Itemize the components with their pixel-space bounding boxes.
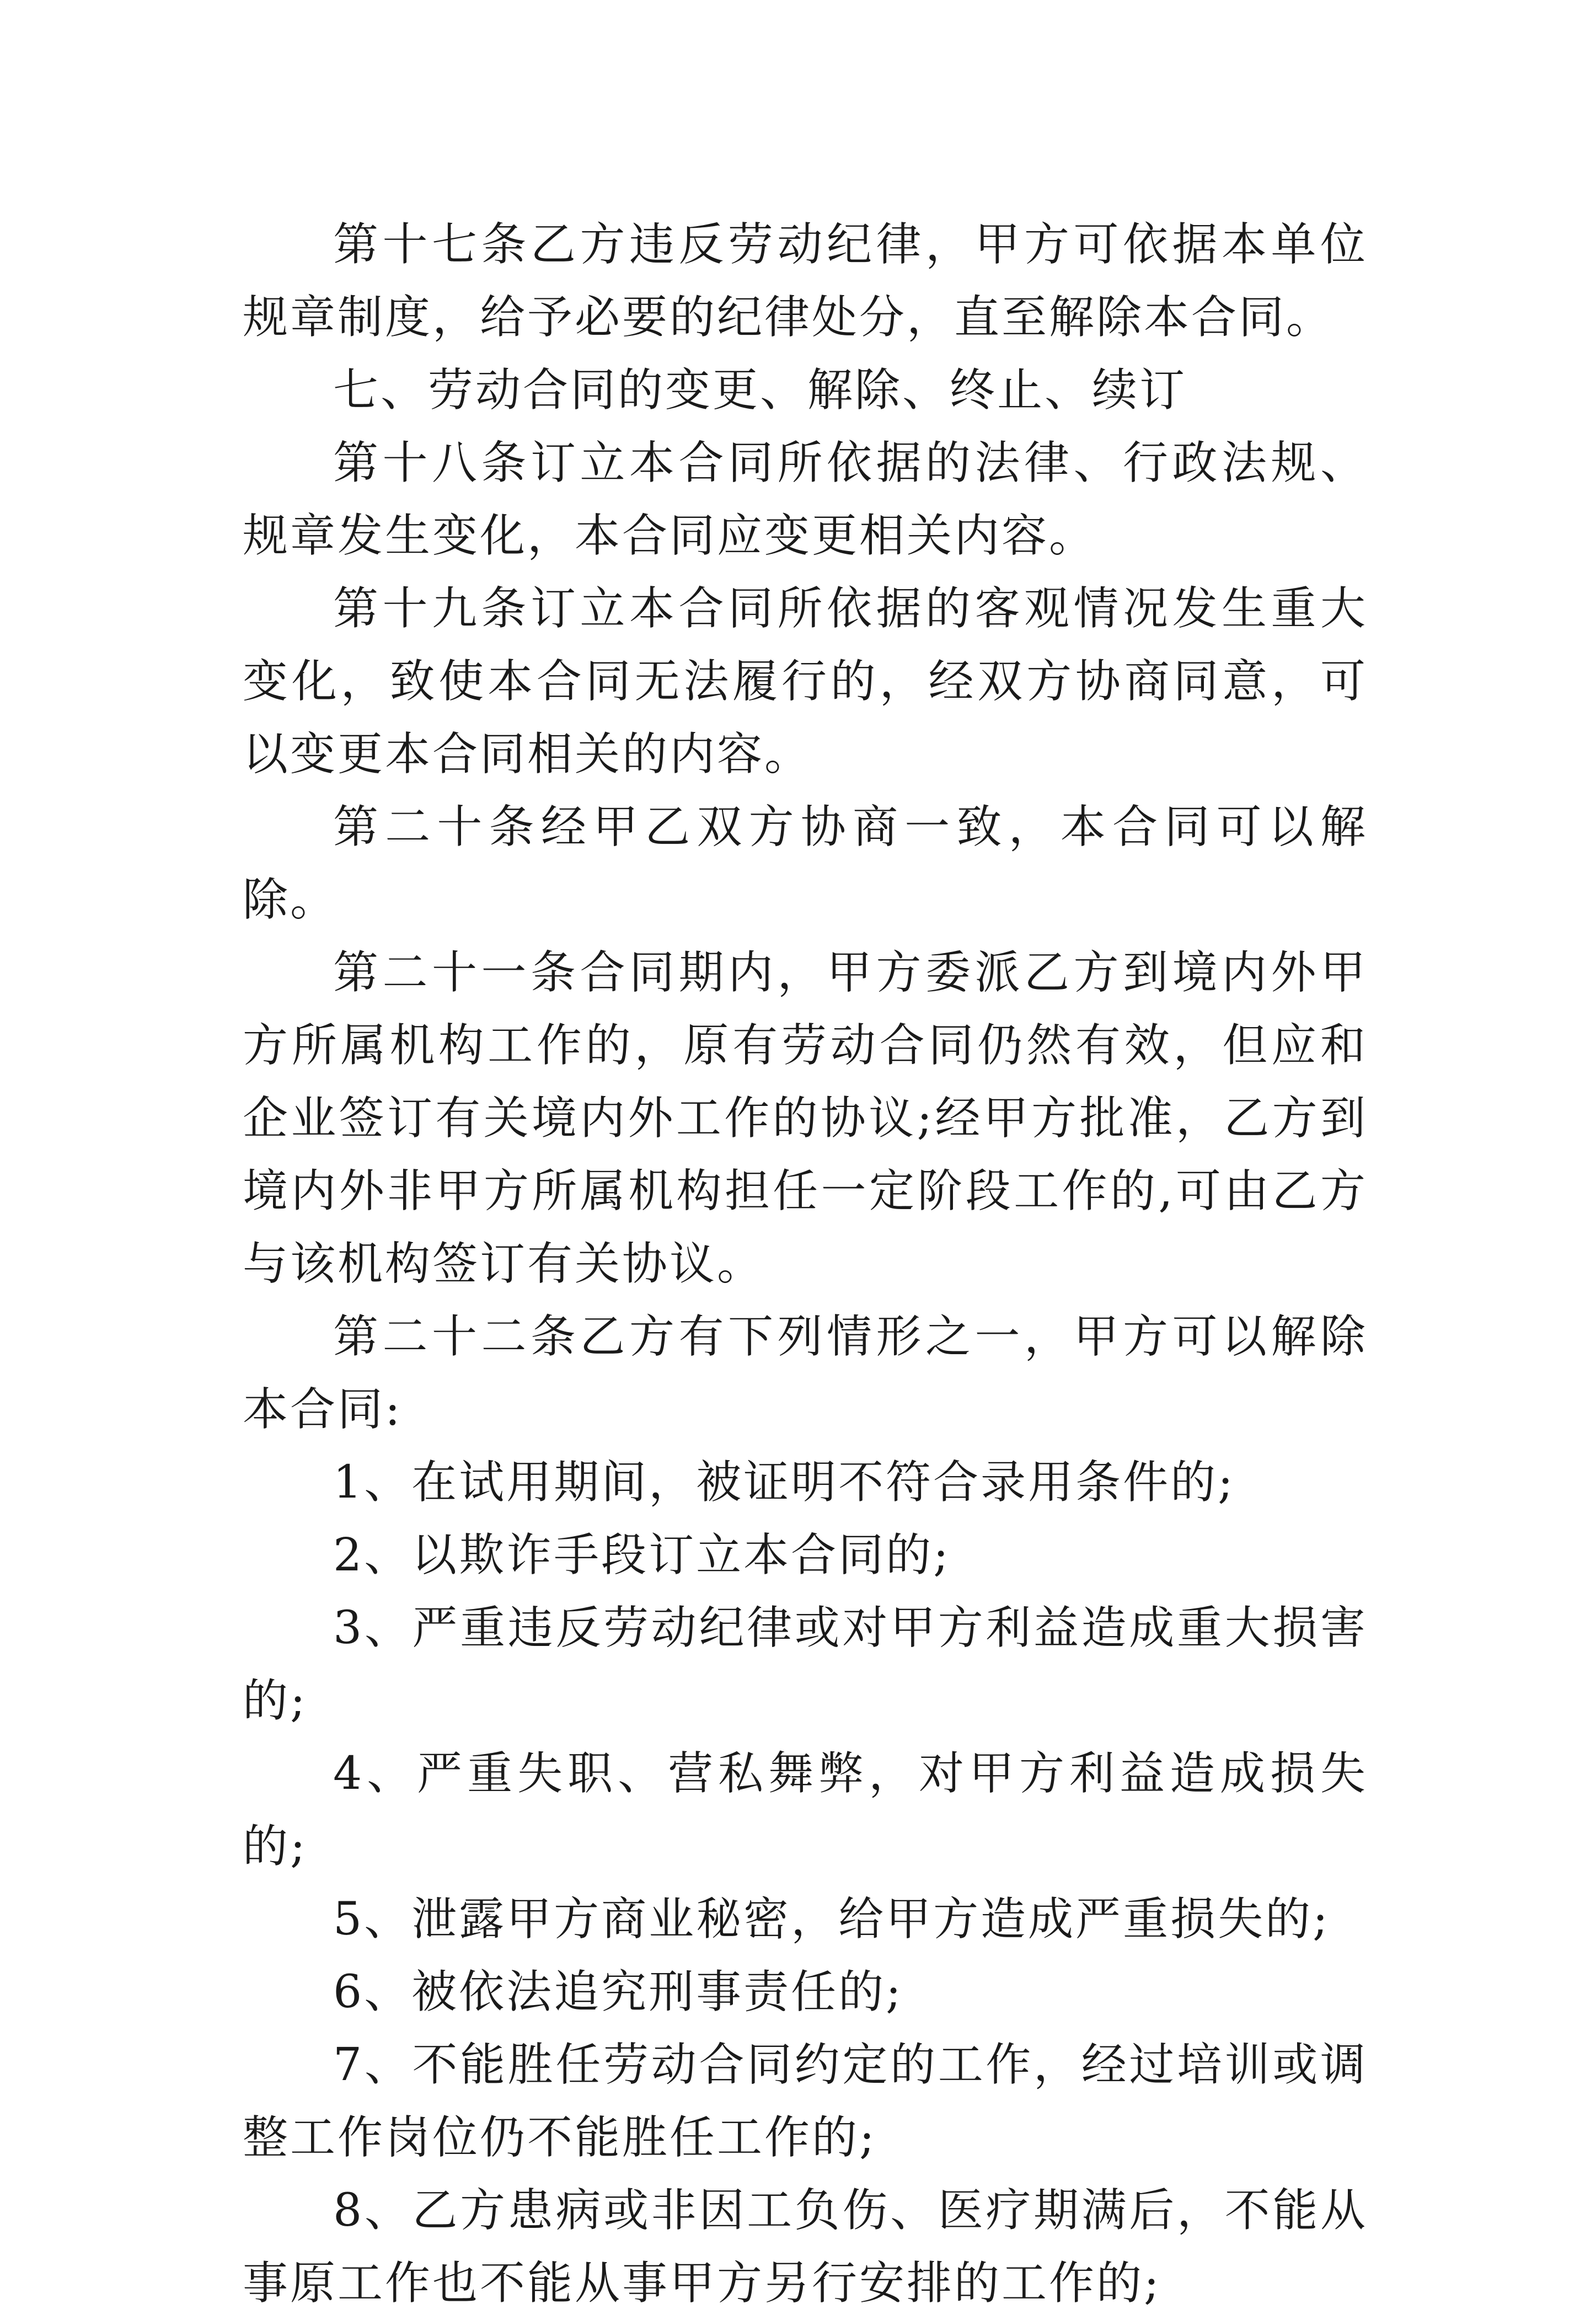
list-item-5: 5、泄露甲方商业秘密，给甲方造成严重损失的; [333, 1893, 1330, 1945]
list-item-3: 3、严重违反劳动纪律或对甲方利益造成重大损害的; [243, 1602, 1368, 1727]
paragraph-article-20: 第二十条经甲乙双方协商一致，本合同可以解除。 [243, 801, 1368, 926]
section-heading-contract-changes: 七、劳动合同的变更、解除、终止、续订 [333, 364, 1187, 416]
list-item-2: 2、以欺诈手段订立本合同的; [333, 1529, 951, 1581]
list-item-8: 8、乙方患病或非因工负伤、医疗期满后，不能从事原工作也不能从事甲方另行安排的工作的; [243, 2184, 1368, 2310]
list-item-7: 7、不能胜任劳动合同约定的工作，经过培训或调整工作岗位仍不能胜任工作的; [243, 2039, 1368, 2164]
document-body [243, 209, 1368, 2320]
list-item-6: 6、被依法追究刑事责任的; [333, 1966, 903, 2018]
list-item-4: 4、严重失职、营私舞弊，对甲方利益造成损失的; [243, 1747, 1368, 1873]
paragraph-article-17: 第十七条乙方违反劳动纪律，甲方可依据本单位规章制度，给予必要的纪律处分，直至解除本合同。 [243, 218, 1368, 344]
paragraph-article-22: 第二十二条乙方有下列情形之一，甲方可以解除本合同: [243, 1311, 1368, 1436]
paragraph-article-21: 第二十一条合同期内，甲方委派乙方到境内外甲方所属机构工作的，原有劳动合同仍然有效，但应和企业签订有关境内外工作的协议;经甲方批准，乙方到境内外非甲方所属机构担任一定阶段工作的,可由乙方与该机构签订有关协议。 [243, 947, 1368, 1290]
paragraph-article-19: 第十九条订立本合同所依据的客观情况发生重大变化，致使本合同无法履行的，经双方协商同意，可以变更本合同相关的内容。 [243, 582, 1368, 781]
list-item-1: 1、在试用期间，被证明不符合录用条件的; [333, 1456, 1235, 1509]
paragraph-article-18: 第十八条订立本合同所依据的法律、行政法规、规章发生变化，本合同应变更相关内容。 [243, 437, 1368, 562]
